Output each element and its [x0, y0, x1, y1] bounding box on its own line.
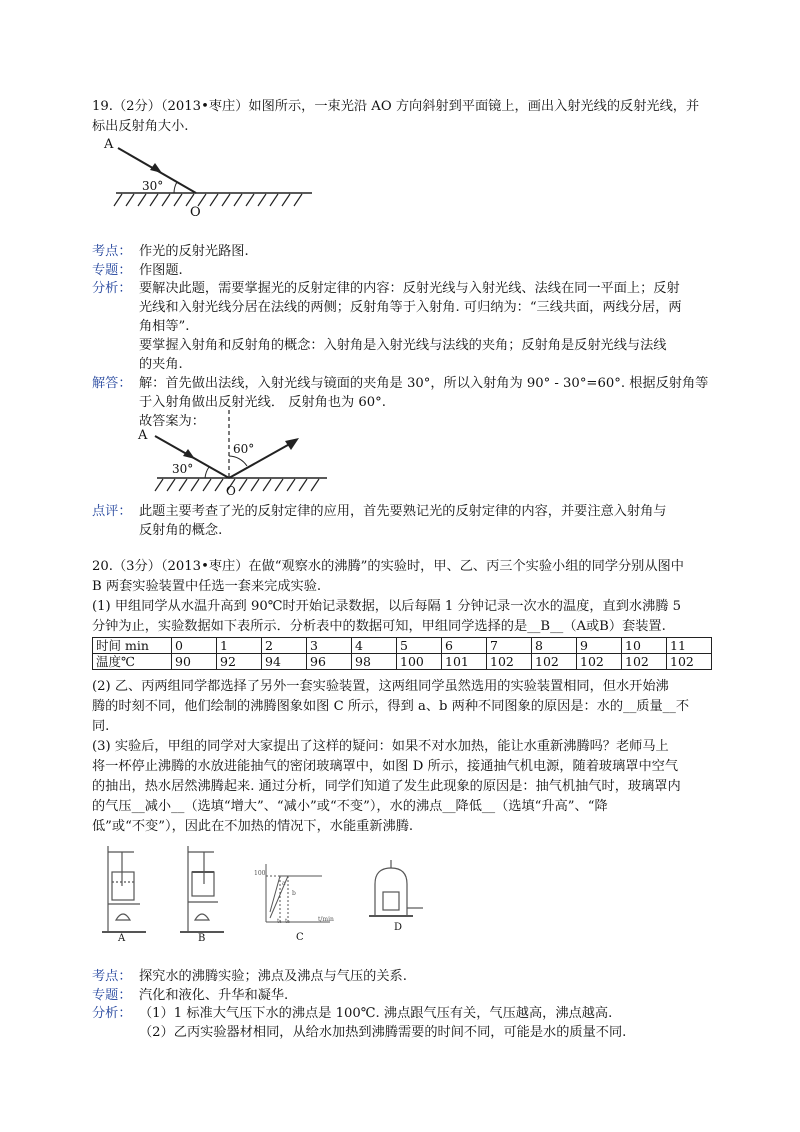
q20-p1-line2 [92, 618, 666, 636]
q19-stem-line1: 19.（2分）（2013•枣庄）如图所示，一束光沿 AO 方向斜射到平面镜上，画出入射光线的反射光线，并 [92, 99, 700, 114]
q20-zhuanti-label: 专题： [92, 988, 132, 1003]
q19-kaodian: 作光的反射光路图. [139, 244, 249, 259]
q20-p2-line3: 同. [92, 719, 110, 734]
q19-stem-line2: 标出反射角大小. [92, 119, 189, 134]
q20-fig-c-y-tick: 100 [254, 870, 266, 877]
q20-p2-line2 [92, 698, 689, 716]
table-cell: 102 [622, 654, 667, 670]
q20-fig-c-x-unit: t/min [318, 916, 334, 923]
q20-p2-line1: (2) 乙、丙两组同学都选择了另外一套实验装置，这两组同学虽然选用的实验装置相同，但水开始沸 [92, 679, 669, 694]
q20-p1-line2-post: （A或B）套装置. [563, 619, 666, 634]
q19-zhuanti: 作图题. [139, 263, 183, 278]
table-cell: 90 [172, 654, 217, 670]
q20-p1-line2-pre: 分钟为止，实验数据如下表所示．分析表中的数据可知，甲组同学选择的是 [92, 619, 528, 634]
table-cell: 6 [442, 638, 487, 654]
q20-p3-line: (3) 实验后，甲组的同学对大家提出了这样的疑问：如果不对水加热，能让水重新沸腾吗？老师马上 [92, 739, 669, 754]
q20-data-table [92, 637, 712, 670]
q20-p3-answer2: __降低__ [442, 799, 496, 814]
q20-fig-c-series-b: b [292, 890, 296, 897]
q20-kaodian: 探究水的沸腾实验；沸点及沸点与气压的关系. [139, 969, 407, 984]
q20-fenxi-line: （2）乙丙实验器材相同，从给水加热到沸腾需要的时间不同，可能是水的质量不同. [139, 1025, 627, 1040]
q20-fig-b-label: B [198, 933, 206, 944]
q20-fig-c-t1: t₁ [277, 918, 282, 925]
table-cell: 8 [532, 638, 577, 654]
q19-dianping-line: 反射角的概念. [139, 523, 223, 538]
q19-fig2-label-a: A [138, 428, 148, 443]
q20-p1-answer: __B__ [527, 619, 564, 634]
table-cell: 4 [352, 638, 397, 654]
q20-figure-d-belljar [365, 858, 427, 930]
table-cell: 3 [307, 638, 352, 654]
q19-fenxi-line: 要解决此题，需要掌握光的反射定律的内容：反射光线与入射光线、法线在同一平面上；反射 [139, 281, 680, 296]
q20-fenxi-line: （1）1 标准大气压下水的沸点是 100℃. 沸点跟气压有关，气压越高，沸点越高. [139, 1006, 613, 1021]
q20-p3-line4-mid: （选填“增大”、“减小”或“不变”），水的沸点 [184, 799, 443, 814]
q19-fig1-label-o: O [190, 205, 201, 220]
table-cell: 0 [172, 638, 217, 654]
q19-jieda-line: 于入射角做出反射光线． 反射角也为 60°. [139, 395, 386, 410]
table-row [93, 654, 712, 670]
q20-p3-line4 [92, 798, 608, 816]
table-cell: 9 [577, 638, 622, 654]
table-header-time: 时间 min [93, 638, 172, 654]
q20-p3-answer1: __减小__ [131, 799, 185, 814]
table-cell: 7 [487, 638, 532, 654]
table-cell: 102 [532, 654, 577, 670]
q20-p3-line: 将一杯停止沸腾的水放进能抽气的密闭玻璃罩中，如图 D 所示，接通抽气机电源，随着玻璃罩中空气 [92, 759, 679, 774]
q19-fenxi-line: 角相等”. [139, 319, 190, 334]
q19-fig2-label-angle2: 60° [233, 442, 255, 456]
table-cell: 98 [352, 654, 397, 670]
q20-p2-answer: __质量__ [623, 699, 676, 714]
q20-fig-c-t2: t₂ [285, 918, 290, 925]
table-cell: 11 [667, 638, 712, 654]
table-header-temp: 温度℃ [93, 654, 172, 670]
q20-fig-a-label: A [118, 933, 126, 944]
q19-fig2-label-o: O [226, 484, 236, 498]
q19-dianping-label: 点评： [92, 504, 132, 519]
q20-p2-line2-post: 不 [675, 699, 690, 714]
q19-fenxi-line: 的夹角. [139, 357, 183, 372]
table-cell: 96 [307, 654, 352, 670]
q19-kaodian-label: 考点： [92, 244, 132, 259]
q20-kaodian-label: 考点： [92, 969, 132, 984]
q20-p3-line: 的抽出，热水居然沸腾起来. 通过分析，同学们知道了发生此现象的原因是：抽气机抽气时，玻璃罩内 [92, 779, 681, 794]
q20-fig-c-label: C [296, 932, 304, 943]
q19-fenxi-line: 要掌握入射角和反射角的概念：入射角是入射光线与法线的夹角；反射角是反射光线与法线 [139, 338, 667, 353]
q19-fig1-label-angle: 30° [142, 179, 164, 193]
table-cell: 102 [577, 654, 622, 670]
q19-fenxi-line: 光线和入射光线分居在法线的两侧；反射角等于入射角. 可归纳为：“三线共面，两线分居，两 [139, 300, 682, 315]
q19-fenxi-label: 分析： [92, 281, 132, 296]
q19-fig1-label-a: A [104, 137, 114, 152]
q19-zhuanti-label: 专题： [92, 263, 132, 278]
q20-p3-line5: 低”或“不变”），因此在不加热的情况下，水能重新沸腾. [92, 819, 414, 834]
q19-dianping-line: 此题主要考查了光的反射定律的应用，首先要熟记光的反射定律的内容，并要注意入射角与 [139, 504, 667, 519]
q20-p1-line1: (1) 甲组同学从水温升高到 90℃时开始记录数据，以后每隔 1 分钟记录一次水的温度，直到水沸腾 5 [92, 599, 682, 614]
q20-figure-a-apparatus [100, 842, 148, 942]
q20-stem-line: B 两套实验装置中任选一套来完成实验. [92, 579, 322, 594]
q20-p2-line2-pre: 腾的时刻不同，他们绘制的沸腾图象如图 C 所示，得到 a、b 两种不同图象的原因是：水的 [92, 699, 624, 714]
q20-fig-d-label: D [394, 922, 403, 933]
table-cell: 5 [397, 638, 442, 654]
table-cell: 1 [217, 638, 262, 654]
table-cell: 2 [262, 638, 307, 654]
q19-jieda-line: 故答案为： [139, 414, 205, 429]
q19-jieda-line: 解：首先做出法线，入射光线与镜面的夹角是 30°，所以入射角为 90° - 30°=60°. 根据反射角等 [139, 376, 709, 391]
table-cell: 102 [487, 654, 532, 670]
q20-p3-line4-pre: 的气压 [92, 799, 132, 814]
table-cell: 102 [667, 654, 712, 670]
q19-fig2-label-angle1: 30° [172, 462, 194, 476]
table-cell: 100 [397, 654, 442, 670]
table-cell: 94 [262, 654, 307, 670]
q19-jieda-label: 解答： [92, 376, 132, 391]
q20-zhuanti: 汽化和液化、升华和凝华. [139, 988, 289, 1003]
q20-fenxi-label: 分析： [92, 1006, 132, 1021]
q20-p3-line4-post: （选填“升高”、“降 [495, 799, 608, 814]
table-cell: 101 [442, 654, 487, 670]
q20-fig-c-series-a: a [282, 880, 286, 887]
table-row [93, 638, 712, 654]
q20-figure-b-apparatus [178, 842, 226, 942]
table-cell: 92 [217, 654, 262, 670]
table-cell: 10 [622, 638, 667, 654]
q20-stem-line: 20.（3分）（2013•枣庄）在做“观察水的沸腾”的实验时，甲、乙、丙三个实验小组的同学分别从图中 [92, 559, 684, 574]
q19-figure-incident [100, 136, 315, 220]
